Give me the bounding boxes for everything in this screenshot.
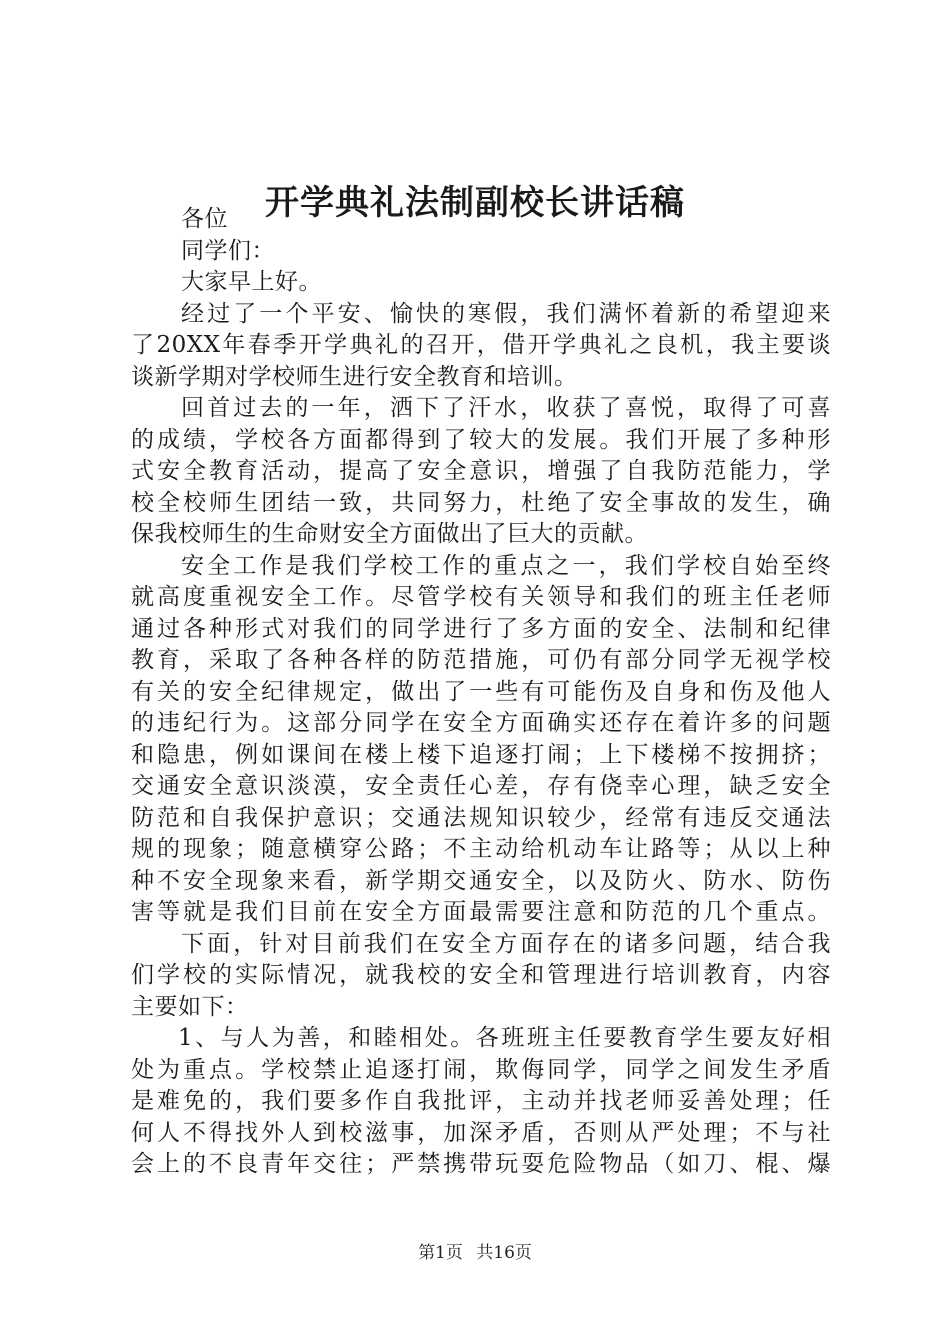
text-line: 各位 [181, 206, 228, 232]
text-line: 防范和自我保护意识；交通法规知识较少，经常有违反交通法 [131, 804, 831, 831]
text-line: 的成绩，学校各方面都得到了较大的发展。我们开展了多种形 [131, 426, 831, 453]
text-line: 种不安全现象来看，新学期交通安全，以及防火、防水、防伤 [131, 867, 831, 894]
document-body [131, 204, 831, 1181]
page-footer [0, 1242, 950, 1264]
page-number: 第1页 [418, 1243, 463, 1263]
text-line: 的违纪行为。这部分同学在安全方面确实还存在着许多的问题 [131, 710, 831, 736]
text-line: 下面，针对目前我们在安全方面存在的诸多问题，结合我 [181, 930, 831, 957]
text-line: 害等就是我们目前在安全方面最需要注意和防范的几个重点。 [131, 899, 831, 925]
text-line: 处为重点。学校禁止追逐打闹，欺侮同学，同学之间发生矛盾 [131, 1056, 831, 1083]
text-line: 同学们： [181, 237, 275, 264]
text-line: 教育，采取了各种各样的防范措施，可仍有部分同学无视学校 [131, 647, 831, 673]
text-line: 经过了一个平安、愉快的寒假，我们满怀着新的希望迎来 [181, 300, 831, 327]
text-line: 交通安全意识淡漠，安全责任心差，存有侥幸心理，缺乏安全 [131, 773, 831, 799]
text-line: 了20XX年春季开学典礼的召开，借开学典礼之良机，我主要谈 [131, 332, 831, 358]
text-line: 1、与人为善，和睦相处。各班班主任要教育学生要友好相 [178, 1025, 831, 1051]
text-line: 校全校师生团结一致，共同努力，杜绝了安全事故的发生，确 [131, 489, 831, 516]
text-line: 规的现象；随意横穿公路；不主动给机动车让路等；从以上种 [131, 836, 831, 862]
text-line: 通过各种形式对我们的同学进行了多方面的安全、法制和纪律 [131, 615, 831, 642]
text-line: 们学校的实际情况，就我校的安全和管理进行培训教育，内容 [131, 962, 831, 988]
text-line: 安全工作是我们学校工作的重点之一，我们学校自始至终 [181, 552, 831, 579]
document-title: 开学典礼法制副校长讲话稿 [265, 183, 685, 223]
page-total: 共16页 [476, 1243, 532, 1263]
text-line: 主要如下： [131, 993, 249, 1020]
text-line: 大家早上好。 [181, 269, 322, 295]
text-line: 式安全教育活动，提高了安全意识，增强了自我防范能力，学 [131, 458, 831, 484]
text-line: 会上的不良青年交往；严禁携带玩耍危险物品（如刀、棍、爆 [131, 1151, 831, 1177]
text-line: 有关的安全纪律规定，做出了一些有可能伤及自身和伤及他人 [131, 678, 831, 705]
text-line: 是难免的，我们要多作自我批评，主动并找老师妥善处理；任 [131, 1088, 831, 1114]
text-line: 保我校师生的生命财安全方面做出了巨大的贡献。 [131, 521, 648, 547]
text-line: 谈新学期对学校师生进行安全教育和培训。 [131, 363, 578, 390]
text-line: 就高度重视安全工作。尽管学校有关领导和我们的班主任老师 [131, 584, 831, 610]
text-line: 和隐患，例如课间在楼上楼下追逐打闹；上下楼梯不按拥挤； [131, 741, 831, 768]
text-line: 回首过去的一年，洒下了汗水，收获了喜悦，取得了可喜 [181, 395, 831, 421]
text-line: 何人不得找外人到校滋事，加深矛盾，否则从严处理；不与社 [131, 1119, 831, 1146]
